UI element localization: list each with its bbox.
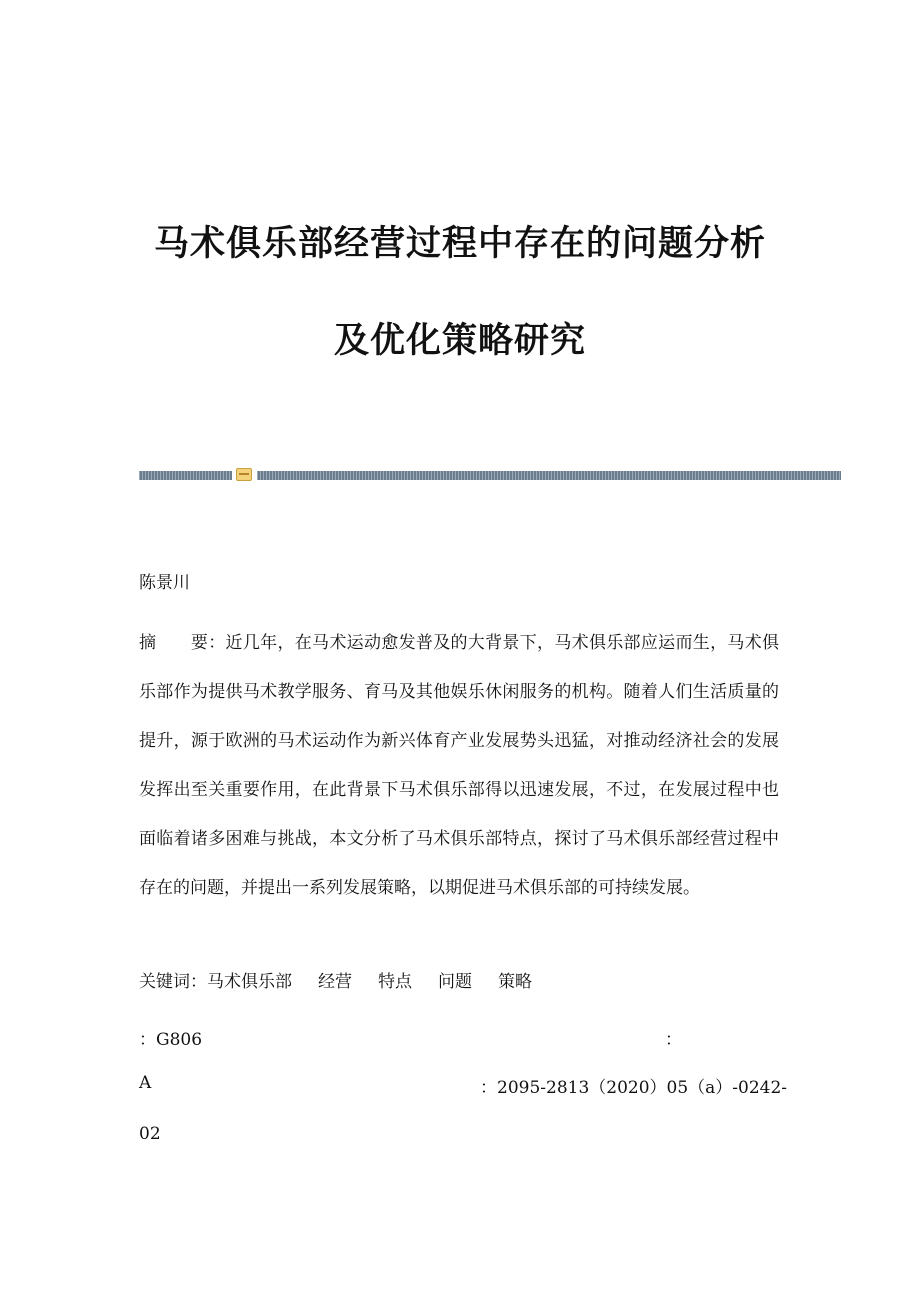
article-number: ：2095-2813（2020）05（a）-0242- xyxy=(480,1078,788,1098)
abstract-label: 摘 要： xyxy=(139,633,226,653)
keyword: 问题 xyxy=(438,972,472,992)
title-line-2: 及优化策略研究 xyxy=(333,321,586,361)
clc-right-colon: ： xyxy=(665,1030,682,1050)
keyword: 马术俱乐部 xyxy=(207,972,292,992)
clc-number: ：G806 xyxy=(139,1030,203,1050)
divider-right xyxy=(257,471,841,480)
author-name: 陈景川 xyxy=(139,573,190,593)
keyword: 策略 xyxy=(498,972,532,992)
keyword: 经营 xyxy=(318,972,352,992)
article-number-continued: 02 xyxy=(139,1124,161,1144)
keywords-label: 关键词： xyxy=(139,972,207,992)
keywords xyxy=(139,967,779,992)
envelope-icon xyxy=(236,468,252,481)
document-code: A xyxy=(139,1073,152,1093)
divider-left xyxy=(139,471,232,480)
abstract-text: 近几年，在马术运动愈发普及的大背景下，马术俱乐部应运而生，马术俱乐部作为提供马术教学服务、育马及其他娱乐休闲服务的机构。随着人们生活质量的提升，源于欧洲的马术运动作为新兴体育产业发展势头迅猛，对推动经济社会的发展发挥出至关重要作用，在此背景下马术俱乐部得以迅速发展，不过，在发展过程中也面临着诸多困难与挑战，本文分析了马术俱乐部特点，探讨了马术俱乐部经营过程中存在的问题，并提出一系列发展策略，以期促进马术俱乐部的可持续发展。 xyxy=(139,633,780,898)
abstract xyxy=(139,619,779,913)
title-line-1: 马术俱乐部经营过程中存在的问题分析 xyxy=(153,224,766,264)
keyword: 特点 xyxy=(378,972,412,992)
